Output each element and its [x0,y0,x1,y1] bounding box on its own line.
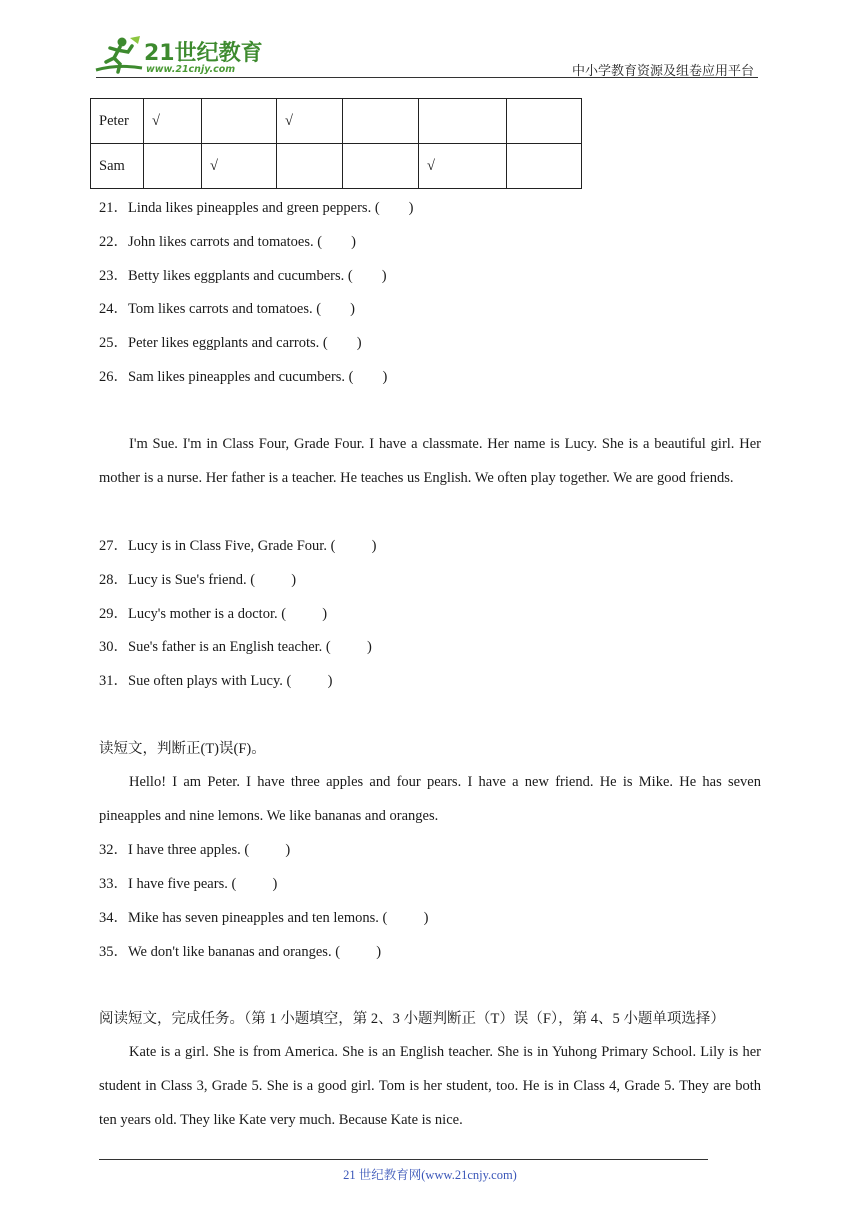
section3-instruction: 读短文，判断正(T)误(F)。 [99,741,266,757]
table-cell [507,144,582,189]
table-row [91,144,582,189]
question-26: 26．Sam likes pineapples and cucumbers. ( ) [99,369,388,385]
table-cell-name: Sam [91,144,144,189]
table-cell: √ [202,144,277,189]
logo-title: 21世纪教育 [144,41,263,66]
table-row [91,99,582,144]
table-cell: √ [277,99,343,144]
passage-sue-text: I'm Sue. I'm in Class Four, Grade Four. I have a classmate. Her name is Lucy. She is a beautiful girl. Her mother is a nurse. Her father is a teacher. He teaches us English. We often play together. We are good friends. [99,436,761,486]
question-34: 34．Mike has seven pineapples and ten lemons. ( ) [99,910,429,926]
table-cell: √ [144,99,202,144]
passage-peter [99,765,761,833]
question-33: 33．I have five pears. ( ) [99,876,278,892]
likes-table [90,98,582,189]
header-tagline: 中小学教育资源及组卷应用平台 [571,63,754,78]
passage-sue [99,427,761,495]
passage-peter-text: Hello! I am Peter. I have three apples and four pears. I have a new friend. He is Mike. He has seven pineapples and nine lemons. We like bananas and oranges. [99,774,761,824]
table-cell: √ [419,144,507,189]
question-35: 35．We don't like bananas and oranges. ( ) [99,944,382,960]
question-24: 24．Tom likes carrots and tomatoes. ( ) [99,301,355,317]
passage-kate [99,1035,761,1137]
table-cell [343,99,419,144]
question-29: 29．Lucy's mother is a doctor. ( ) [99,606,328,622]
site-logo [92,34,262,78]
question-30: 30．Sue's father is an English teacher. ( ) [99,639,372,655]
table-cell [202,99,277,144]
question-28: 28．Lucy is Sue's friend. ( ) [99,572,297,588]
table-cell [277,144,343,189]
footer-text: 21 世纪教育网(www.21cnjy.com) [343,1168,517,1182]
question-31: 31．Sue often plays with Lucy. ( ) [99,673,333,689]
question-23: 23．Betty likes eggplants and cucumbers. ( ) [99,268,387,284]
question-22: 22．John likes carrots and tomatoes. ( ) [99,234,356,250]
section4-instruction: 阅读短文，完成任务。（第 1 小题填空，第 2、3 小题判断正（T）误（F），第 4、5 小题单项选择） [99,1011,725,1027]
runner-logo-icon [92,34,144,76]
header-divider [96,77,758,78]
question-25: 25．Peter likes eggplants and carrots. ( ) [99,335,362,351]
question-27: 27．Lucy is in Class Five, Grade Four. ( ) [99,538,377,554]
question-21: 21．Linda likes pineapples and green peppers. ( ) [99,200,414,216]
table-cell [419,99,507,144]
table-cell [144,144,202,189]
passage-kate-text: Kate is a girl. She is from America. She is an English teacher. She is in Yuhong Primary School. Lily is her student in Class 3, Grade 5. She is a good girl. Tom is her student, too. He is in Class 4, Grade 5. They are both ten years old. They like Kate very much. Because Kate is nice. [99,1044,761,1128]
logo-url: www.21cnjy.com [146,64,236,75]
table-cell [507,99,582,144]
footer-divider [99,1159,708,1160]
table-cell [343,144,419,189]
table-cell-name: Peter [91,99,144,144]
question-32: 32．I have three apples. ( ) [99,842,291,858]
page-header [0,0,860,80]
